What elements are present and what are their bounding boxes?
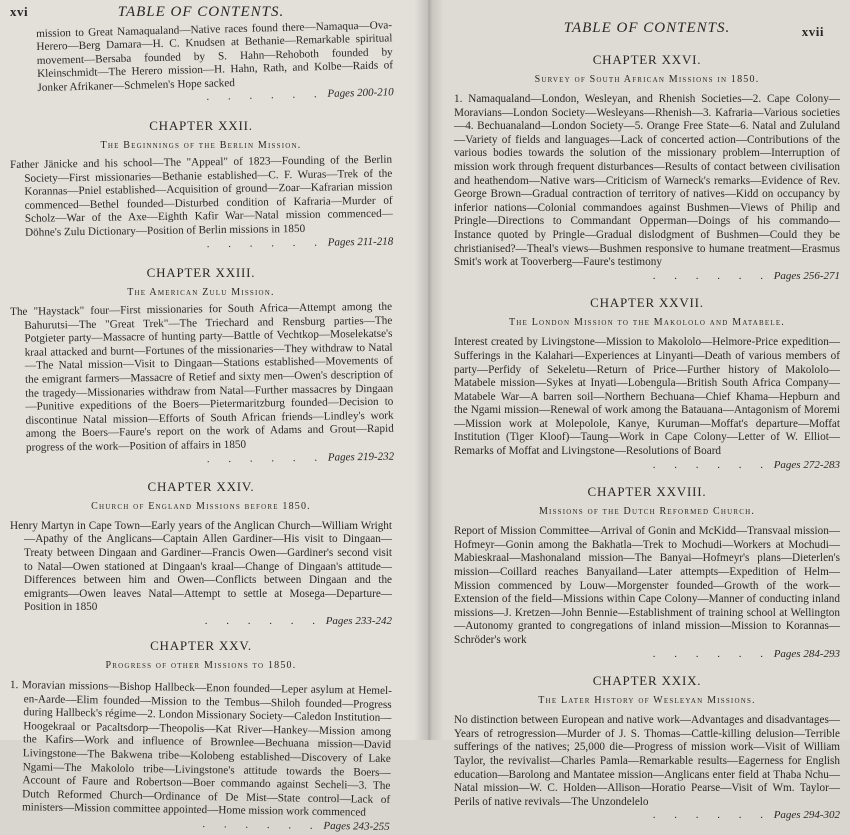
chapter-xxvii-pages: . . . . . . Pages 272-283	[652, 458, 840, 471]
chapter-xxix-pages: . . . . . . Pages 294-302	[652, 809, 840, 822]
chapter-xxv-title: Progress of other Missions to 1850.	[105, 660, 297, 672]
chapter-xxix-title: The Later History of Wesleyan Missions.	[538, 695, 756, 707]
chapter-xxii-summary: Father Jänicke and his school—The "Appeal" of 1823—Founding of the Berlin Society—First missionaries—Bethanie established—C. F. Wuras—Trek of the Korannas—Pniel established—Acquisition of ground—Zoar—Kafrarian mission commenced—Bethel founded—Disturbed condition of Kafraria—Murder of Scholz—War of the Axe—Eighth Kafir War—Natal mission commenced—Döhne's Zulu Dictionary—Position of Berlin missions in 1850 . . . . . . Pages 211-218	[10, 154, 393, 254]
chapter-xxvii-title: The London Mission to the Makololo and Matabele.	[508, 317, 785, 329]
chapter-xxiv-title: Church of England Missions before 1850.	[91, 500, 311, 512]
chapter-xxvi-summary: 1. Namaqualand—London, Wesleyan, and Rhenish Societies—2. Cape Colony—Moravians—London Society—Wesleyans—Rhenish—3. Kafraria—Various societies—4. Bechuanaland—London Society—5. Orange Free State—6. Natal and Zululand—Variety of fields and languages—Lack of concerted action—Contributions of the various bodies towards the solution of the missionary problem—Interruption of mission work through frequent disturbances—Results of contact between civilisation and heathendom—Native wars—Criticism of Warneck's remarks—Evidence of Rev. George Brown—Gradual contraction of territory of natives—Kidd on occupancy by inferior nations—Colonial commandoes against Bushmen—Views of Philip and Pringle—Directions to Commandant Opperman—Doings of his commando—Instance quoted by Pringle—Gradual dislodgment of Bushmen—Could they be christianised?—Theal's views—Bushmen responsive to humane treatment—Erasmus Smit's work at Tooverberg—Faure's testimony . . . . . . Pages 256-271	[454, 93, 840, 282]
chapter-xxviii-pages: . . . . . . Pages 284-293	[652, 647, 840, 660]
chapter-xxv-pages: . . . . . . Pages 243-255	[202, 818, 390, 834]
right-folio: xvii	[801, 24, 824, 39]
chapter-xxiii-pages: . . . . . . Pages 219-232	[206, 449, 395, 465]
chapter-xxii-pages: . . . . . . Pages 211-218	[206, 235, 394, 251]
chapter-xxviii-summary: Report of Mission Committee—Arrival of Gonin and McKidd—Transvaal mission—Hofmeyr—Gonin among the Bakhatla—Trek to Mochudi—Workers at Mochudi—Mabieskraal—Mashonaland mission—The Banyai—Hofmeyr's plans—Dieterlen's mission—Coillard reaches Banyailand—Later attempts—Expedition of Helm—Mission commenced by Louw—Morgenster founded—Growth of the work—Extension of the field—Missions within Cape Colony—Manner of conducting inland missions—J. Kretzen—John Bennie—Establishment of training school at Wellington—Autonomy granted to congregations of inland mission—Mission to Korannas—Schröder's work . . . . . . Pages 284-293	[454, 525, 840, 660]
chapter-xxvi-pages: . . . . . . Pages 256-271	[652, 269, 840, 282]
chapter-xxviii-number: CHAPTER XXVIII.	[587, 484, 707, 500]
continued-entry-text: mission to Great Namaqualand—Native races found there—Namaqua—Ova-Herero—Berg Damara—H. C. Knudsen at Bethanie—Remarkable spiritual movement—Bersaba founded by S. Hahn—Rehoboth founded by Kleinschmidt—The Herero mission—H. Hahn, Rath, and Kolbe—Raids of Jonker Afrikaner—Schmelen's Hope sacked	[36, 19, 394, 94]
chapter-xxiii-number: CHAPTER XXIII.	[146, 264, 256, 280]
chapter-xxiii-summary: The "Haystack" four—First missionaries for South Africa—Attempt among the Bahurutsi—The "Great Trek"—The Triechard and Rensburg parties—The Potgieter party—Massacre of hunting party—Battle of Vechtkop—Moselekatse's kraal attacked and burnt—Fortunes of the missionaries—They withdraw to Natal—The Natal mission—Visit to Dingaan—Stations established—Movements of the emigrant farmers—Massacre of Retief and sixty men—Owen's description of the tragedy—Missionaries withdraw from Natal—Further massacres by Dingaan—Punitive expeditions of the Boers—Pietermaritzburg founded—Decision to discontinue Natal mission—Efforts of South African friends—Lindley's work among the Boers—Faure's report on the work of Adams and Grout—Rapid progress of the work—Position of affairs in 1850 . . . . . . Pages 219-232	[10, 300, 394, 468]
chapter-xxviii-title: Missions of the Dutch Reformed Church.	[538, 506, 756, 518]
chapter-xxix-summary: No distinction between European and native work—Advantages and disadvantages—Years of retrogression—Murder of J. S. Thomas—Cattle-killing delusion—Terrible sufferings of the natives; 25,000 die—Progress of mission work—Visit of William Taylor, the revivalist—Charles Pamla—Remarkable results—Eagerness for English education—Barolong and Mantatee mission—Anglicans enter field at Thaba Nchu—Natal mission—W. C. Holden—Allison—Horatio Pearse—Visit of Wm. Taylor—Perils of native revivals—The Unzondelelo . . . . . . Pages 294-302	[454, 714, 840, 822]
chapter-xxix-number: CHAPTER XXIX.	[592, 673, 702, 689]
continued-entry	[36, 19, 394, 108]
chapter-xxii-title: The Beginnings of the Berlin Mission.	[100, 140, 302, 152]
chapter-xxiv-number: CHAPTER XXIV.	[147, 478, 255, 494]
left-running-title: TABLE OF CONTENTS.	[117, 4, 285, 20]
chapter-xxvi-number: CHAPTER XXVI.	[592, 52, 702, 67]
left-folio: xvi	[10, 4, 29, 19]
chapter-xxvi-title: Survey of South African Missions in 1850.	[534, 74, 760, 85]
chapter-xxii-number: CHAPTER XXII.	[149, 118, 253, 134]
chapter-xxiii-title: The American Zulu Mission.	[127, 286, 275, 298]
right-page	[428, 0, 850, 822]
chapter-xxiv-summary: Henry Martyn in Cape Town—Early years of the Anglican Church—William Wright—Apathy of the Anglicans—Captain Allen Gardiner—His visit to Dingaan—Treaty between Dingaan and Gardiner—Francis Owen—Gardiner's second visit to Natal—Owen stationed at Dingaan's kraal—Change of Dingaan's attitude—Differences between him and Owen—Conflicts between Dingaan and the emigrants—Owen leaves Natal—Attempt to settle at Mosega—Departure—Position in 1850 . . . . . . Pages 233-242	[10, 519, 392, 627]
chapter-xxv-number: CHAPTER XXV.	[150, 638, 252, 654]
right-running-head	[454, 10, 840, 40]
chapter-xxvii-number: CHAPTER XXVII.	[590, 295, 704, 311]
chapter-xxvii-summary: Interest created by Livingstone—Mission to Makololo—Helmore-Price expedition—Sufferings in the Kalahari—Experiences at Linyanti—Death of various members of party—Perfidy of Sekeletu—Return of Price—Further history of Makololo—Matabele mission—Sykes at Inyati—Lobengula—British South Africa Company—Matabele War—A barren soil—Northern Bechuana—Chief Khama—Hepburn and the Ngami mission—Renewal of work among the Batauana—Antagonism of Moremi—Mission work at Molepolole, Kanye, Kuruman—Moffat's departure—Moffat Institution (Tiger Kloof)—Taung—Work in Cape Colony—Letter of W. Elliot—Remarks of Moffat and Livingstone—Resolutions of Board . . . . . . Pages 272-283	[454, 336, 840, 471]
right-running-title: TABLE OF CONTENTS.	[563, 20, 731, 36]
chapter-xxiv-pages: . . . . . . Pages 233-242	[204, 614, 392, 627]
continued-entry-pages: . . . . . . Pages 200-210	[206, 86, 394, 103]
chapter-xxv-summary: 1. Moravian missions—Bishop Hallbeck—Enon founded—Leper asylum at Hemel-en-Aarde—Elim founded—Mission to the Tembus—Shiloh founded—Progress during Hallbeck's régime—2. London Missionary Society—Caledon Institution—Hoogekraal or Pacaltsdorp—Theopolis—Kat River—Hankey—Mission among the Kafirs—Work and influence of Brownlee—Bechuana mission—David Livingstone—The Bakwena tribe—Kolobeng established—Discovery of Lake Ngami—The Makololo tribe—Livingstone's attitude towards the Boers—Account of Faure and Robertson—Boer commando against Secheli—3. The Dutch Reformed Church—Ordinance of De Mist—State control—Lack of ministers—Mission committee appointed—Home mission work commenced . . . . . . Pages 243-255	[9, 679, 392, 834]
